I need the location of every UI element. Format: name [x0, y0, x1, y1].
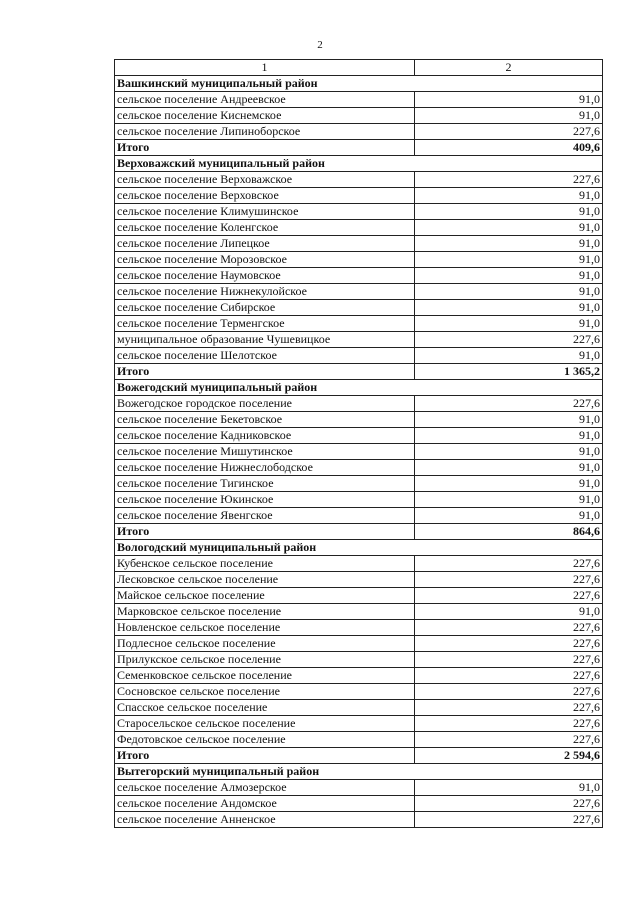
settlement-value: 91,0: [415, 252, 603, 268]
district-row: [115, 764, 603, 780]
settlement-value: 91,0: [415, 188, 603, 204]
settlement-value: 227,6: [415, 172, 603, 188]
settlement-value: 227,6: [415, 556, 603, 572]
settlement-name: сельское поселение Киснемское: [115, 108, 415, 124]
settlement-name: сельское поселение Морозовское: [115, 252, 415, 268]
district-row: [115, 156, 603, 172]
total-value: 2 594,6: [415, 748, 603, 764]
settlement-value: 227,6: [415, 652, 603, 668]
settlement-name: Спасское сельское поселение: [115, 700, 415, 716]
settlement-value: 91,0: [415, 444, 603, 460]
settlement-name: сельское поселение Липиноборское: [115, 124, 415, 140]
settlement-name: сельское поселение Кадниковское: [115, 428, 415, 444]
table-row: [115, 316, 603, 332]
settlement-name: сельское поселение Тигинское: [115, 476, 415, 492]
table-row: [115, 204, 603, 220]
settlement-name: сельское поселение Верховское: [115, 188, 415, 204]
settlement-value: 91,0: [415, 508, 603, 524]
settlement-value: 227,6: [415, 332, 603, 348]
table-row: [115, 476, 603, 492]
settlement-name: Кубенское сельское поселение: [115, 556, 415, 572]
table-row: [115, 716, 603, 732]
settlement-value: 227,6: [415, 732, 603, 748]
district-name: Вожегодский муниципальный район: [115, 380, 603, 396]
settlement-value: 91,0: [415, 460, 603, 476]
allocation-table: [114, 59, 603, 828]
settlement-name: сельское поселение Юкинское: [115, 492, 415, 508]
table-row: [115, 620, 603, 636]
settlement-value: 91,0: [415, 604, 603, 620]
table-header-row: [115, 60, 603, 76]
district-name: Вытегорский муниципальный район: [115, 764, 603, 780]
settlement-name: сельское поселение Наумовское: [115, 268, 415, 284]
settlement-value: 91,0: [415, 316, 603, 332]
settlement-name: Майское сельское поселение: [115, 588, 415, 604]
table-row: [115, 588, 603, 604]
settlement-value: 227,6: [415, 684, 603, 700]
settlement-name: Новленское сельское поселение: [115, 620, 415, 636]
total-row: [115, 364, 603, 380]
table-row: [115, 172, 603, 188]
table-row: [115, 556, 603, 572]
settlement-name: Марковское сельское поселение: [115, 604, 415, 620]
settlement-value: 227,6: [415, 716, 603, 732]
settlement-value: 91,0: [415, 780, 603, 796]
settlement-name: сельское поселение Верховажское: [115, 172, 415, 188]
table-row: [115, 460, 603, 476]
settlement-value: 91,0: [415, 300, 603, 316]
table-row: [115, 636, 603, 652]
table-row: [115, 236, 603, 252]
total-row: [115, 524, 603, 540]
table-row: [115, 604, 603, 620]
settlement-value: 91,0: [415, 428, 603, 444]
settlement-name: сельское поселение Коленгское: [115, 220, 415, 236]
settlement-name: сельское поселение Явенгское: [115, 508, 415, 524]
table-row: [115, 332, 603, 348]
table-row: [115, 108, 603, 124]
district-name: Верховажский муниципальный район: [115, 156, 603, 172]
settlement-name: Подлесное сельское поселение: [115, 636, 415, 652]
settlement-value: 91,0: [415, 108, 603, 124]
district-name: Вашкинский муниципальный район: [115, 76, 603, 92]
settlement-value: 227,6: [415, 620, 603, 636]
district-row: [115, 76, 603, 92]
settlement-value: 91,0: [415, 236, 603, 252]
settlement-name: Лесковское сельское поселение: [115, 572, 415, 588]
total-label: Итого: [115, 140, 415, 156]
settlement-value: 91,0: [415, 92, 603, 108]
settlement-value: 227,6: [415, 700, 603, 716]
settlement-name: сельское поселение Шелотское: [115, 348, 415, 364]
settlement-value: 91,0: [415, 412, 603, 428]
table-row: [115, 124, 603, 140]
table-body: [115, 76, 603, 828]
table-row: [115, 812, 603, 828]
total-row: [115, 748, 603, 764]
total-label: Итого: [115, 364, 415, 380]
table-row: [115, 412, 603, 428]
settlement-name: Прилукское сельское поселение: [115, 652, 415, 668]
total-value: 409,6: [415, 140, 603, 156]
table-row: [115, 348, 603, 364]
settlement-name: Сосновское сельское поселение: [115, 684, 415, 700]
table-row: [115, 492, 603, 508]
settlement-name: сельское поселение Терменгское: [115, 316, 415, 332]
settlement-name: сельское поселение Анненское: [115, 812, 415, 828]
table-row: [115, 92, 603, 108]
total-row: [115, 140, 603, 156]
settlement-value: 227,6: [415, 124, 603, 140]
table-row: [115, 652, 603, 668]
settlement-name: Семенковское сельское поселение: [115, 668, 415, 684]
table-row: [115, 684, 603, 700]
settlement-name: сельское поселение Нижнекулойское: [115, 284, 415, 300]
settlement-value: 91,0: [415, 268, 603, 284]
table-row: [115, 220, 603, 236]
total-value: 1 365,2: [415, 364, 603, 380]
settlement-value: 91,0: [415, 220, 603, 236]
settlement-name: Федотовское сельское поселение: [115, 732, 415, 748]
column-header-1: 1: [115, 60, 415, 76]
settlement-name: сельское поселение Климушинское: [115, 204, 415, 220]
settlement-value: 91,0: [415, 284, 603, 300]
settlement-name: сельское поселение Алмозерское: [115, 780, 415, 796]
table-row: [115, 732, 603, 748]
settlement-value: 227,6: [415, 636, 603, 652]
table-row: [115, 284, 603, 300]
settlement-value: 227,6: [415, 572, 603, 588]
column-header-2: 2: [415, 60, 603, 76]
total-value: 864,6: [415, 524, 603, 540]
settlement-value: 227,6: [415, 396, 603, 412]
settlement-name: сельское поселение Липецкое: [115, 236, 415, 252]
table-row: [115, 508, 603, 524]
table-row: [115, 252, 603, 268]
settlement-name: сельское поселение Нижнеслободское: [115, 460, 415, 476]
table-row: [115, 572, 603, 588]
page-number: 2: [317, 39, 323, 51]
settlement-value: 227,6: [415, 796, 603, 812]
table-row: [115, 668, 603, 684]
table-row: [115, 188, 603, 204]
table-row: [115, 780, 603, 796]
settlement-value: 91,0: [415, 492, 603, 508]
table-row: [115, 268, 603, 284]
total-label: Итого: [115, 524, 415, 540]
table-row: [115, 444, 603, 460]
table-row: [115, 300, 603, 316]
settlement-value: 91,0: [415, 348, 603, 364]
settlement-value: 91,0: [415, 204, 603, 220]
table-row: [115, 428, 603, 444]
settlement-name: сельское поселение Бекетовское: [115, 412, 415, 428]
settlement-name: сельское поселение Сибирское: [115, 300, 415, 316]
settlement-name: Вожегодское городское поселение: [115, 396, 415, 412]
district-row: [115, 380, 603, 396]
settlement-value: 227,6: [415, 668, 603, 684]
table-row: [115, 700, 603, 716]
total-label: Итого: [115, 748, 415, 764]
settlement-value: 227,6: [415, 812, 603, 828]
table-row: [115, 796, 603, 812]
settlement-name: сельское поселение Мишутинское: [115, 444, 415, 460]
settlement-name: сельское поселение Андомское: [115, 796, 415, 812]
district-row: [115, 540, 603, 556]
district-name: Вологодский муниципальный район: [115, 540, 603, 556]
settlement-name: муниципальное образование Чушевицкое: [115, 332, 415, 348]
settlement-name: сельское поселение Андреевское: [115, 92, 415, 108]
table-row: [115, 396, 603, 412]
settlement-value: 227,6: [415, 588, 603, 604]
settlement-value: 91,0: [415, 476, 603, 492]
settlement-name: Старосельское сельское поселение: [115, 716, 415, 732]
